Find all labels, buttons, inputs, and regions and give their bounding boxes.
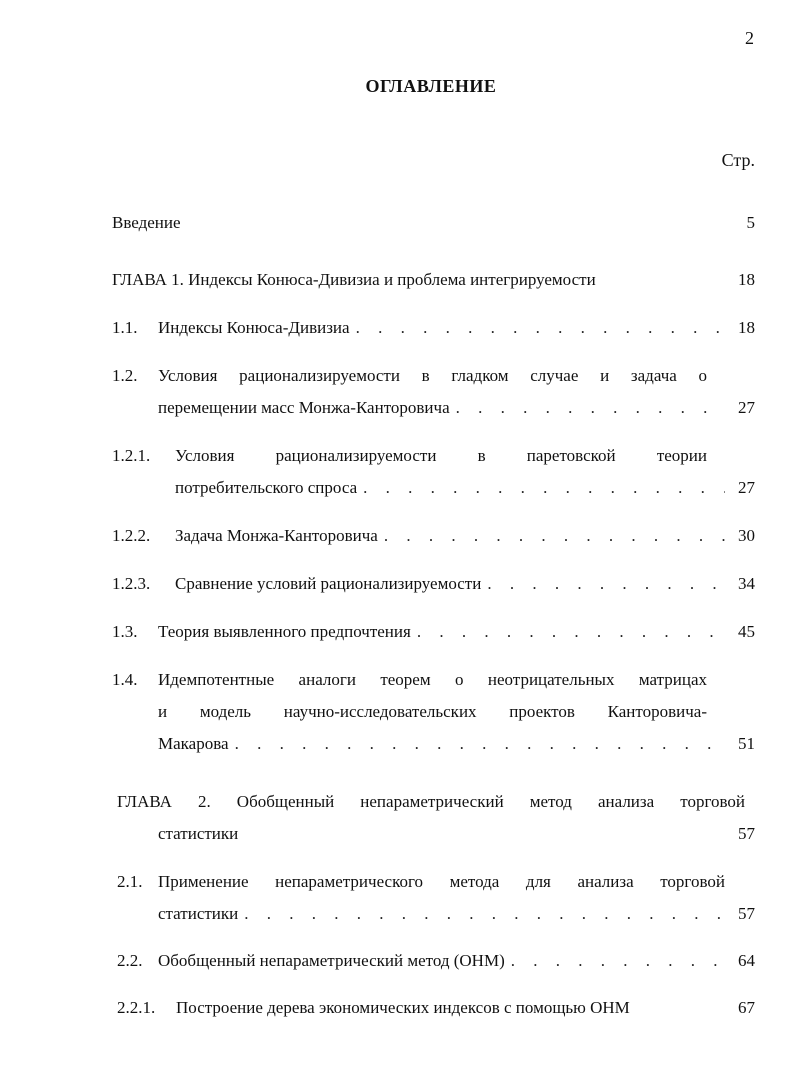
toc-entry-text-continued: и модель научно-исследовательских проектов Канторовича- xyxy=(158,702,707,721)
toc-page-number: 45 xyxy=(738,622,755,641)
toc-entry-intro[interactable] xyxy=(112,207,755,239)
toc-entry-1-3[interactable] xyxy=(112,616,755,648)
toc-entry-text: Условия рационализируемости в паретовской теории xyxy=(175,446,707,465)
toc-entry-text-continued: статистики xyxy=(158,824,239,843)
toc-entry-text-continued: потребительского спроса xyxy=(175,478,358,497)
toc-page-number: 30 xyxy=(738,526,755,545)
dot-leader xyxy=(456,392,725,424)
toc-entry-text: Построение дерева экономических индексов с помощью ОНМ xyxy=(176,998,630,1017)
toc-entry-1-2[interactable] xyxy=(112,360,755,424)
toc-page-number: 18 xyxy=(738,270,755,289)
toc-page-number: 27 xyxy=(738,398,755,417)
dot-leader xyxy=(363,472,725,504)
toc-section-number: 1.2.3. xyxy=(112,574,151,593)
toc-page-number: 18 xyxy=(738,318,755,337)
toc-entry-text: Условия рационализируемости в гладком случае и задача о xyxy=(158,366,707,385)
dot-leader xyxy=(417,616,725,648)
toc-entry-text: Сравнение условий рационализируемости xyxy=(175,574,482,593)
toc-section-number: 1.2.1. xyxy=(112,446,151,465)
toc-section-number: 1.4. xyxy=(112,670,138,689)
toc-page-number: 57 xyxy=(738,824,755,843)
toc-entry-text: Индексы Конюса-Дивизиа xyxy=(158,318,350,337)
toc-section-number: 1.1. xyxy=(112,318,138,337)
toc-section-number: 2.2. xyxy=(117,951,143,970)
toc-page-number: 57 xyxy=(738,904,755,923)
dot-leader xyxy=(487,568,725,600)
toc-page-number: 67 xyxy=(738,998,755,1017)
toc-entry-text: Задача Монжа-Канторовича xyxy=(175,526,378,545)
toc-section-number: 1.3. xyxy=(112,622,138,641)
toc-entry-text-continued: перемещении масс Монжа-Канторовича xyxy=(158,398,450,417)
toc-entry-text: Введение xyxy=(112,213,181,232)
page-title: ОГЛАВЛЕНИЕ xyxy=(365,76,497,96)
toc-entry-chapter-2[interactable] xyxy=(117,786,755,850)
toc-page-number: 5 xyxy=(746,213,755,232)
toc-page-number: 34 xyxy=(738,574,755,593)
toc-entry-2-2[interactable] xyxy=(117,945,755,977)
toc-entry-text: Применение непараметрического метода для анализа торговой xyxy=(158,872,725,891)
toc-entry-text: ГЛАВА 2. Обобщенный непараметрический метод анализа торговой xyxy=(117,792,745,811)
dot-leader xyxy=(244,898,725,930)
toc-entry-1-4[interactable] xyxy=(112,664,755,760)
toc-entry-text-continued: статистики xyxy=(158,904,239,923)
toc-section-number: 1.2.2. xyxy=(112,526,151,545)
toc-entry-chapter-1[interactable] xyxy=(112,264,755,296)
toc-page-number: 51 xyxy=(738,734,755,753)
toc-entry-2-2-1[interactable] xyxy=(117,992,755,1024)
dot-leader xyxy=(356,312,725,344)
dot-leader xyxy=(235,728,725,760)
toc-page-number: 64 xyxy=(738,951,755,970)
toc-section-number: 1.2. xyxy=(112,366,138,385)
toc-entry-1-1[interactable] xyxy=(112,312,755,344)
toc-entry-1-2-3[interactable] xyxy=(112,568,755,600)
toc-entry-2-1[interactable] xyxy=(117,866,755,930)
toc-entry-text: ГЛАВА 1. Индексы Конюса-Дивизиа и проблема интегрируемости xyxy=(112,270,596,289)
toc-entry-1-2-1[interactable] xyxy=(112,440,755,504)
page-number: 2 xyxy=(745,28,754,48)
dot-leader xyxy=(384,520,725,552)
toc-entry-1-2-2[interactable] xyxy=(112,520,755,552)
toc-entry-text-continued: Макарова xyxy=(158,734,229,753)
toc-page-number: 27 xyxy=(738,478,755,497)
dot-leader xyxy=(511,945,725,977)
toc-entry-text: Обобщенный непараметрический метод (ОНМ) xyxy=(158,951,505,970)
toc-section-number: 2.2.1. xyxy=(117,998,156,1017)
page-column-label: Стр. xyxy=(721,150,755,170)
toc-entry-text: Идемпотентные аналоги теорем о неотрицательных матрицах xyxy=(158,670,707,689)
toc-section-number: 2.1. xyxy=(117,872,143,891)
toc-entry-text: Теория выявленного предпочтения xyxy=(158,622,411,641)
